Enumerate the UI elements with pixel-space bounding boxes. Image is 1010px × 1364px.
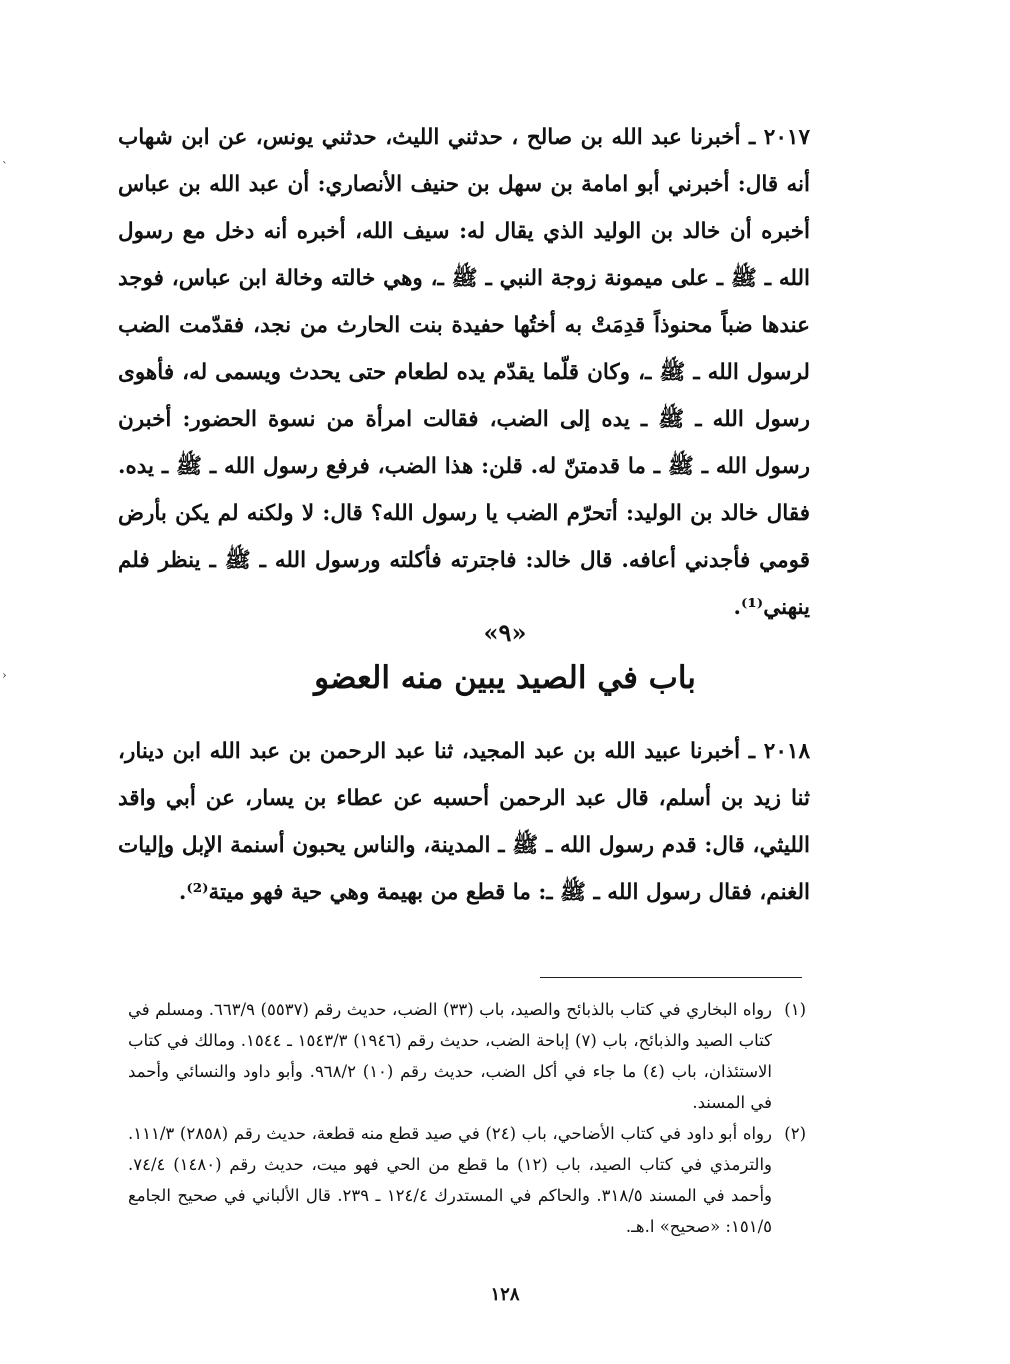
scan-edge-mark: ›	[2, 668, 7, 682]
footnote-2	[128, 1118, 806, 1242]
footnote-number: (١)	[784, 1000, 806, 1019]
chapter-number: «٩»	[483, 618, 527, 647]
footnotes	[128, 994, 806, 1242]
hadith-2017	[118, 114, 810, 631]
footnote-number: (٢)	[784, 1124, 806, 1143]
page-number: ١٢٨	[490, 1284, 520, 1305]
hadith-2018-text: ٢٠١٨ ـ أخبرنا عبيد الله بن عبد المجيد، ثنا عبد الرحمن بن عبد الله ابن دينار، ثنا زيد بن أسلم، قال عبد الرحمن أحسبه عن عطاء بن يسار، عن أبي واقد الليثي، قال: قدم رسول الله ـ ﷺ ـ المدينة، والناس يحبون أسنمة الإبل وإليات الغنم، فقال رسول الله ـ ﷺ ـ: ما قطع من بهيمة وهي حية فهو ميتة⁽²⁾.	[118, 739, 810, 905]
hadith-2017-text: ٢٠١٧ ـ أخبرنا عبد الله بن صالح ، حدثني الليث، حدثني يونس، عن ابن شهاب أنه قال: أخبرني أبو امامة بن سهل بن حنيف الأنصاري: أن عبد الله بن عباس أخبره أن خالد بن الوليد الذي يقال له: سيف الله، أخبره أنه دخل مع رسول الله ـ ﷺ ـ على ميمونة زوجة النبي ـ ﷺ ـ، وهي خالته وخالة ابن عباس، فوجد عندها ضباً محنوذاً قدِمَتْ به أختُها حفيدة بنت الحارث من نجد، فقدّمت الضب لرسول الله ـ ﷺ ـ، وكان قلّما يقدّم يده لطعام حتى يحدث ويسمى له، فأهوى رسول الله ـ ﷺ ـ يده إلى الضب، فقالت امرأة من نسوة الحضور: أخبرن رسول الله ـ ﷺ ـ ما قدمتنّ له. قلن: هذا الضب، فرفع رسول الله ـ ﷺ ـ يده. فقال خالد بن الوليد: أتحرّم الضب يا رسول الله؟ قال: لا ولكنه لم يكن بأرض قومي فأجدني أعافه. قال خالد: فاجترته فأكلته ورسول الله ـ ﷺ ـ ينظر فلم ينهني⁽¹⁾.	[118, 125, 810, 620]
footnote-separator	[540, 977, 802, 978]
footnote-1	[128, 994, 806, 1118]
hadith-2018	[118, 728, 810, 916]
footnote-text: رواه البخاري في كتاب بالذبائح والصيد، باب (٣٣) الضب، حديث رقم (٥٥٣٧) ٦٦٣/٩. ومسلم في كتاب الصيد والذبائح، باب (٧) إباحة الضب، حديث رقم (١٩٤٦) ١٥٤٣/٣ ـ ١٥٤٤. ومالك في كتاب الاستئذان، باب (٤) ما جاء في أكل الضب، حديث رقم (١٠) ٩٦٨/٢. وأبو داود والنسائي وأحمد في المسند.	[128, 1000, 773, 1112]
footnote-text: رواه أبو داود في كتاب الأضاحي، باب (٢٤) في صيد قطع منه قطعة، حديث رقم (٢٨٥٨) ١١١/٣. والترمذي في كتاب الصيد، باب (١٢) ما قطع من الحي فهو ميت، حديث رقم (١٤٨٠) ٧٤/٤. وأحمد في المسند ٣١٨/٥. والحاكم في المستدرك ١٢٤/٤ ـ ٢٣٩. قال الألباني في صحيح الجامع ١٥١/٥: «صحيح» ا.هـ.	[128, 1124, 773, 1236]
scan-edge-mark: ˋ	[2, 160, 8, 174]
chapter-title: باب في الصيد يبين منه العضو	[314, 660, 696, 696]
